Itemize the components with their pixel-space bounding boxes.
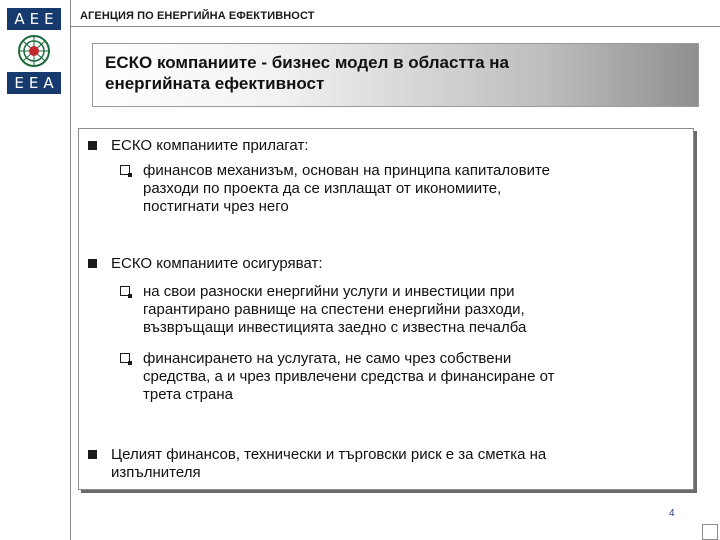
vertical-divider [70,0,71,540]
text-line: финансов механизъм, основан на принципа капиталовите [143,162,551,179]
checkbox-bullet-icon [120,353,130,363]
square-bullet-icon [88,259,97,268]
square-bullet-icon [88,450,97,459]
page-number: 4 [669,508,675,519]
text-line: гарантирано равнище на спестени енергийни разходи, [143,301,525,318]
slide-title-line: ЕСКО компаниите - бизнес модел в областта на [105,53,509,72]
sub-bullet-text [143,162,685,216]
text-line: финансирането на услугата, не само чрез собствени [143,350,512,367]
text-line: постигнати чрез него [143,198,289,215]
bullet-text: ЕСКО компаниите прилагат: [111,137,309,154]
agency-name: АГЕНЦИЯ ПО ЕНЕРГИЙНА ЕФЕКТИВНОСТ [80,10,315,22]
bullet-text [111,446,686,482]
slide-title-box [92,43,699,107]
text-line: трета страна [143,386,233,403]
text-line: изпълнителя [111,464,201,481]
text-line: средства, а и чрез привлечени средства и финансиране от [143,368,555,385]
checkbox-bullet-icon [120,286,130,296]
bullet-text: ЕСКО компаниите осигуряват: [111,255,323,272]
text-line: възвръщащи инвестицията заедно с известна печалба [143,319,527,336]
slide-title [105,52,665,94]
agency-logo [7,8,61,94]
sub-bullet-text [143,350,685,404]
logo-top-text: AEE [14,10,59,28]
square-bullet-icon [88,141,97,150]
text-line: Целият финансов, технически и търговски риск е за сметка на [111,446,547,463]
logo-emblem-icon [7,30,61,72]
sub-bullet-text [143,283,685,337]
corner-mark [702,524,718,540]
slide-title-line: енергийната ефективност [105,74,325,93]
logo-bottom-text: EEA [14,74,59,92]
text-line: разходи по проекта да се изплащат от икономиите, [143,180,502,197]
text-line: на свои разноски енергийни услуги и инвестиции при [143,283,515,300]
header-divider [70,26,720,27]
checkbox-bullet-icon [120,165,130,175]
